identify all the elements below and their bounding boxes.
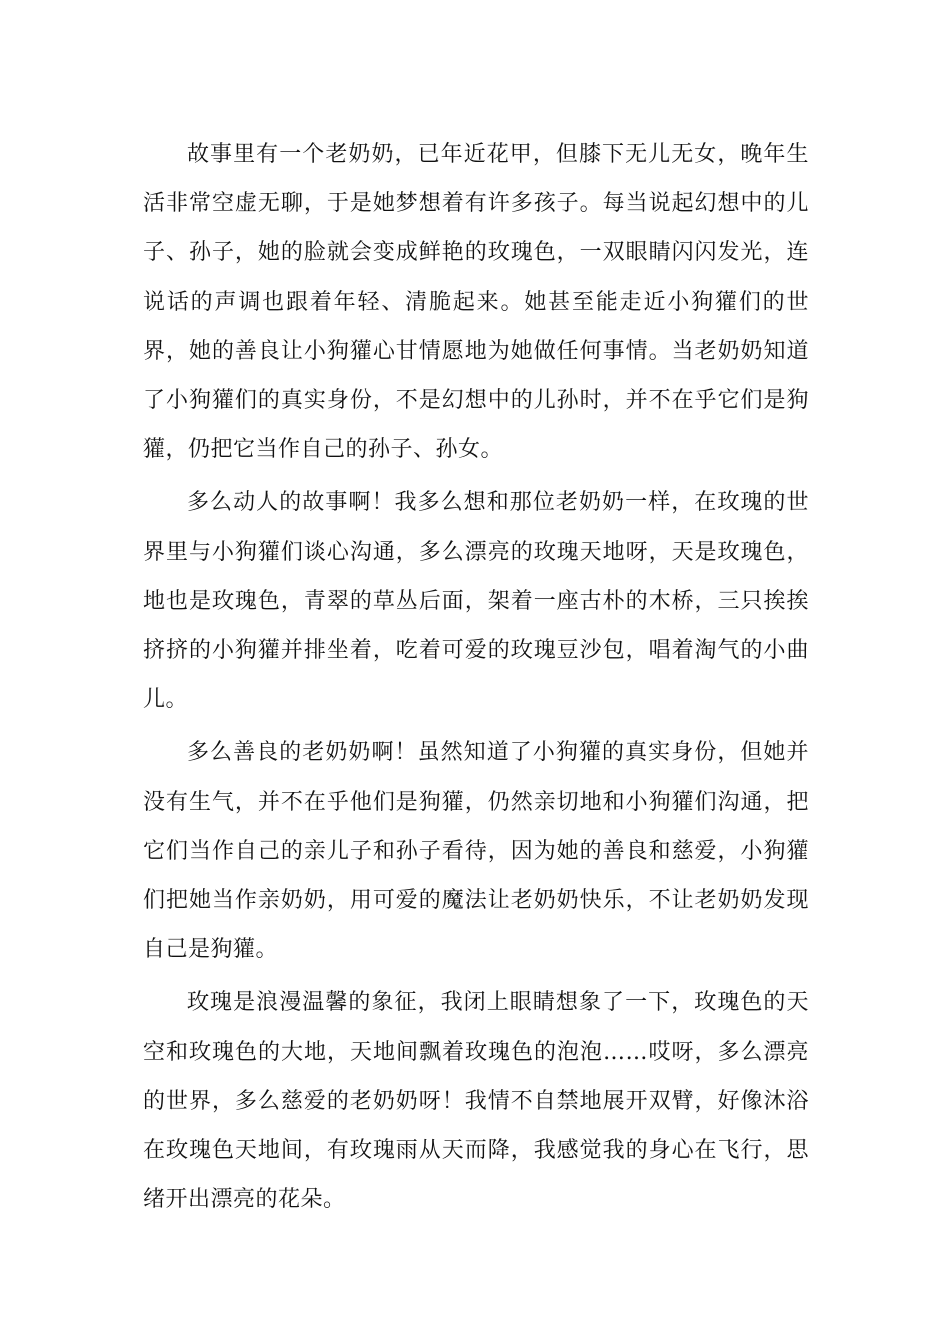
paragraph-2: 多么动人的故事啊！我多么想和那位老奶奶一样，在玫瑰的世界里与小狗獾们谈心沟通，多么漂亮的玫瑰天地呀，天是玫瑰色，地也是玫瑰色，青翠的草丛后面，架着一座古朴的木桥，三只挨挨挤挤的小狗獾并排坐着，吃着可爱的玫瑰豆沙包，唱着淘气的小曲儿。: [143, 490, 809, 713]
paragraph-1: 故事里有一个老奶奶，已年近花甲，但膝下无儿无女，晚年生活非常空虚无聊，于是她梦想着有许多孩子。每当说起幻想中的儿子、孙子，她的脸就会变成鲜艳的玫瑰色，一双眼睛闪闪发光，连说话的声调也跟着年轻、清脆起来。她甚至能走近小狗獾们的世界，她的善良让小狗獾心甘情愿地为她做任何事情。当老奶奶知道了小狗獾们的真实身份，不是幻想中的儿孙时，并不在乎它们是狗獾，仍把它当作自己的孙子、孙女。: [143, 142, 809, 463]
paragraph-3: 多么善良的老奶奶啊！虽然知道了小狗獾的真实身份，但她并没有生气，并不在乎他们是狗獾，仍然亲切地和小狗獾们沟通，把它们当作自己的亲儿子和孙子看待，因为她的善良和慈爱，小狗獾们把她当作亲奶奶，用可爱的魔法让老奶奶快乐，不让老奶奶发现自己是狗獾。: [143, 740, 809, 963]
document-body: [143, 130, 809, 1228]
paragraph-4: 玫瑰是浪漫温馨的象征，我闭上眼睛想象了一下，玫瑰色的天空和玫瑰色的大地，天地间飘着玫瑰色的泡泡……哎呀，多么漂亮的世界，多么慈爱的老奶奶呀！我情不自禁地展开双臂，好像沐浴在玫瑰色天地间，有玫瑰雨从天而降，我感觉我的身心在飞行，思绪开出漂亮的花朵。: [143, 990, 809, 1213]
